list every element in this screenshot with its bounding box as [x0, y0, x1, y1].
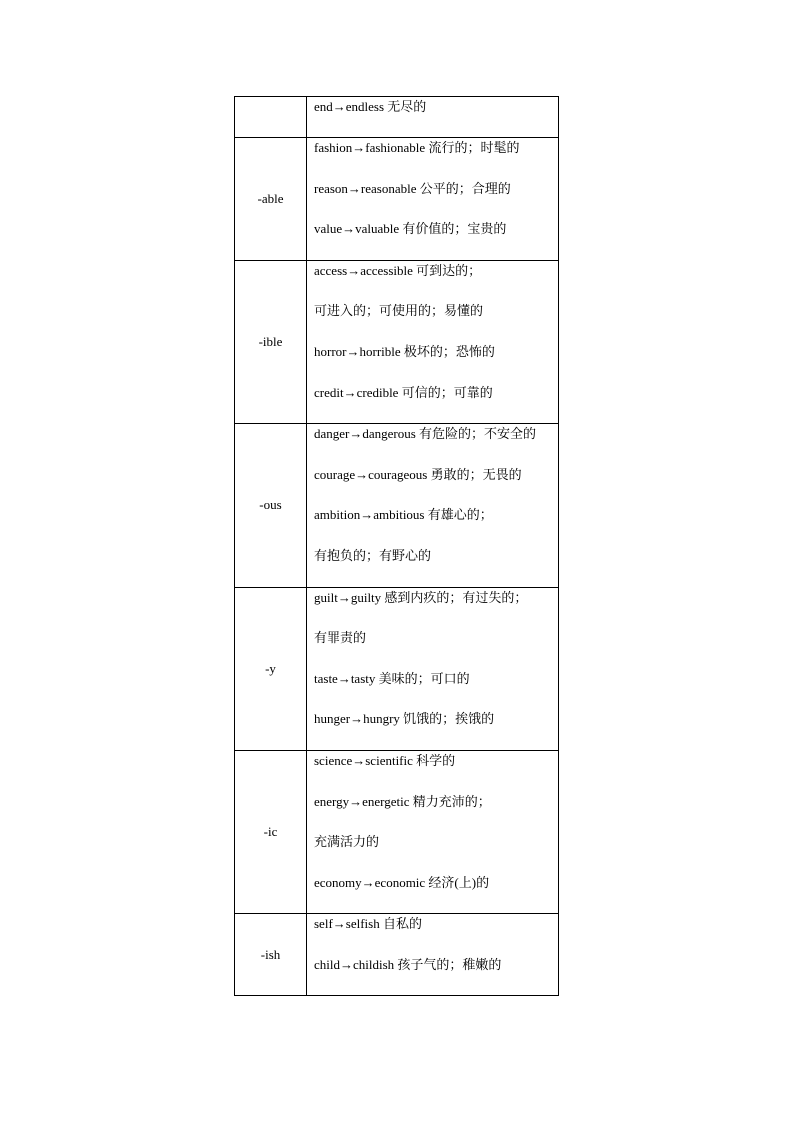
examples-cell: [307, 97, 559, 138]
examples-cell: [307, 587, 559, 750]
table-row: [235, 97, 559, 138]
table-row: [235, 138, 559, 261]
example-line: science→scientific 科学的: [314, 752, 456, 768]
suffix-table-body: [235, 97, 559, 996]
example-line: 有抱负的；有野心的: [314, 547, 432, 563]
example-line: fashion→fashionable 流行的；时髦的: [314, 140, 520, 155]
suffix-table: [234, 96, 559, 996]
example-line: child→childish 孩子气的；稚嫩的: [314, 956, 502, 972]
suffix-cell: -ible: [235, 260, 307, 423]
suffix-cell: -y: [235, 587, 307, 750]
table-row: [235, 750, 559, 913]
table-row: [235, 260, 559, 423]
examples-cell: [307, 138, 559, 261]
example-line: value→valuable 有价值的；宝贵的: [314, 221, 507, 237]
examples-cell: [307, 424, 559, 587]
example-line: horror→horrible 极坏的；恐怖的: [314, 343, 495, 359]
example-line: 充满活力的: [314, 834, 380, 850]
suffix-cell: -ish: [235, 914, 307, 996]
example-line: energy→energetic 精力充沛的；: [314, 793, 491, 809]
example-line: end→endless 无尽的: [314, 99, 427, 114]
examples-cell: [307, 914, 559, 996]
example-line: 可进入的；可使用的；易懂的: [314, 303, 484, 319]
example-line: 有罪责的: [314, 630, 367, 646]
example-line: ambition→ambitious 有雄心的；: [314, 507, 493, 523]
examples-cell: [307, 750, 559, 913]
table-row: [235, 424, 559, 587]
suffix-cell: -ous: [235, 424, 307, 587]
example-line: access→accessible 可到达的；: [314, 262, 482, 278]
table-row: [235, 587, 559, 750]
example-line: taste→tasty 美味的；可口的: [314, 670, 470, 686]
example-line: economy→economic 经济(上)的: [314, 874, 490, 890]
example-line: self→selfish 自私的: [314, 916, 422, 932]
suffix-cell: -ic: [235, 750, 307, 913]
example-line: hunger→hungry 饥饿的；挨饿的: [314, 711, 495, 727]
example-line: guilt→guilty 感到内疚的；有过失的；: [314, 589, 528, 605]
example-line: courage→courageous 勇敢的；无畏的: [314, 466, 522, 482]
suffix-cell: -able: [235, 138, 307, 261]
table-row: [235, 914, 559, 996]
example-line: credit→credible 可信的；可靠的: [314, 384, 493, 400]
suffix-cell: [235, 97, 307, 138]
example-line: reason→reasonable 公平的；合理的: [314, 180, 511, 196]
examples-cell: [307, 260, 559, 423]
example-line: danger→dangerous 有危险的；不安全的: [314, 426, 537, 442]
